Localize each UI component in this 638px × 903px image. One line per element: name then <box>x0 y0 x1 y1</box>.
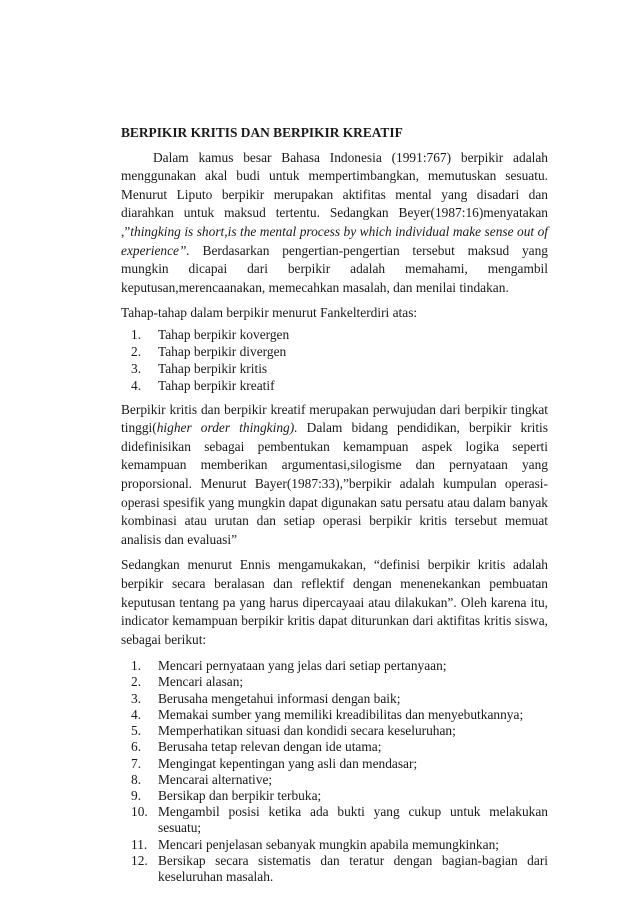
paragraph-stages-intro: Tahap-tahap dalam berpikir menurut Fankelterdiri atas: <box>121 305 418 321</box>
list-item: 2. Mencari alasan; <box>131 674 244 690</box>
paragraph-ennis: Sedangkan menurut Ennis mengamukakan, “definisi berpikir kritis adalah berpikir secara beralasan dan reflektif dengan menenekankan pembuatan keputusan tentang pa yang harus dipercayaai atau dilakukan”. Oleh karena itu, indicator kemampuan berpikir kritis dapat diturunkan dari aktifitas kritis siswa, sebagai berikut: <box>121 557 548 647</box>
paragraph-critical-thinking-text: Berpikir kritis dan berpikir kreatif merupakan perwujudan dari berpikir tingkat tinggi( <box>121 401 548 436</box>
list-item: 12. Bersikap secara sistematis dan teratur dengan bagian-bagian dari keseluruhan masalah. <box>131 852 548 884</box>
list-item: 7. Mengingat kepentingan yang asli dan mendasar; <box>131 755 418 771</box>
paragraph-definition-text: Dalam kamus besar Bahasa Indonesia (1991:767) berpikir adalah menggunakan akal budi untuk mempertimbangkan, memutuskan sesuatu. Menurut Liputo berpikir merupakan aktifitas mental yang disadari dan diarahkan untuk maksud tertentu. Sedangkan Beyer(1987:16)menyatakan ,” <box>121 149 548 239</box>
list-item: 6. Berusaha tetap relevan dengan ide utama; <box>131 739 382 755</box>
list-item: 4. Memakai sumber yang memiliki kreadibilitas dan menyebutkannya; <box>131 706 524 722</box>
list-item: 2. Tahap berpikir divergen <box>131 343 287 359</box>
paragraph-critical-thinking-rest: Dalam bidang pendidikan, berpikir kritis didefinisikan sebagai pembentukan kemampuan aspek logika seperti kemampuan memberikan argumentasi,silogisme dan pernyataan yang proporsional. Menurut Bayer(1987:33),”berpikir adalah kumpulan operasi-operasi spesifik yang mungkin dapat digunakan satu persatu atau dalam banyak kombinasi atau urutan dan setiap operasi berpikir kritis tersebut memuat analisis dan evaluasi” <box>121 420 548 547</box>
document-title: BERPIKIR KRITIS DAN BERPIKIR KREATIF <box>121 125 403 140</box>
stages-list <box>121 327 548 395</box>
list-item: 1. Mencari pernyataan yang jelas dari setiap pertanyaan; <box>131 658 447 674</box>
list-item: 11. Mencari penjelasan sebanyak mungkin apabila memungkinkan; <box>131 836 499 852</box>
list-item: 5. Memperhatikan situasi dan kondidi secara keseluruhan; <box>131 723 456 739</box>
indicators-list <box>121 658 548 885</box>
higher-order-term: higher order thingking). <box>156 420 298 436</box>
beyer-quote: thingking is short,is the mental process by which individual make sense out of experience”. <box>121 223 548 258</box>
list-item: 3. Tahap berpikir kritis <box>131 360 268 376</box>
paragraph-definition-conclusion: Berdasarkan pengertian-pengertian tersebut maksud yang mungkin dicapai dari berpikir adalah memahami, mengambil keputusan,merencaanakan, memecahkan masalah, dan menilai tindakan. <box>121 242 548 295</box>
list-item: 4. Tahap berpikir kreatif <box>131 377 275 393</box>
paragraph-definition <box>121 149 548 298</box>
list-item: 9. Bersikap dan berpikir terbuka; <box>131 787 322 803</box>
list-item: 10. Mengambil posisi ketika ada bukti yang cukup untuk melakukan sesuatu; <box>131 804 548 836</box>
list-item: 1. Tahap berpikir kovergen <box>131 326 290 342</box>
list-item: 3. Berusaha mengetahui informasi dengan baik; <box>131 690 401 706</box>
paragraph-critical-thinking <box>121 401 548 550</box>
list-item: 8. Mencarai alternative; <box>131 771 273 787</box>
